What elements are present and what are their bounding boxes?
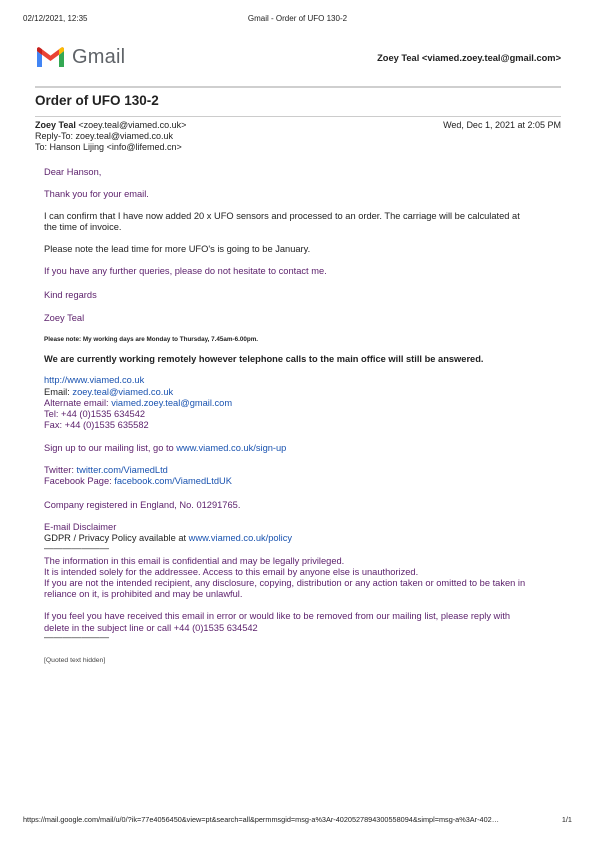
quoted-text-hidden[interactable]: [Quoted text hidden] — [44, 657, 106, 664]
to-label: To: — [35, 142, 48, 152]
print-title: Gmail - Order of UFO 130-2 — [247, 14, 348, 23]
subject-divider — [35, 116, 561, 117]
mailing-list-text: Sign up to our mailing list, go to — [44, 443, 177, 453]
mailing-list-row — [44, 443, 555, 455]
twitter-label: Twitter: — [44, 465, 77, 475]
email-label: Email: — [44, 387, 73, 397]
twitter-link[interactable]: twitter.com/ViamedLtd — [76, 465, 168, 475]
body-paragraph-3: If you have any further queries, please do not hesitate to contact me. — [44, 266, 327, 276]
disclaimer-separator-bottom: ——————— — [44, 632, 110, 642]
reply-to-address: zoey.teal@viamed.co.uk — [75, 131, 174, 141]
reply-to-row — [35, 131, 561, 142]
print-footer-url: https://mail.google.com/mail/u/0/?ik=77e4056450&view=pt&search=all&permmsgid=msg-a%3Ar-4020527894300558094&simpl=msg-a%3Ar-402… — [23, 815, 499, 824]
sender-name: Zoey Teal — [35, 120, 76, 130]
alt-email-label: Alternate email: — [44, 398, 112, 408]
message-from-row — [35, 120, 561, 131]
email-subject: Order of UFO 130-2 — [35, 93, 159, 108]
company-registration: Company registered in England, No. 01291765. — [44, 500, 241, 510]
disclaimer-line-1: The information in this email is confidential and may be legally privileged. — [44, 556, 345, 566]
disclaimer-line-4: reliance on it, is prohibited and may be unlawful. — [44, 589, 243, 599]
print-page-number: 1/1 — [561, 815, 572, 824]
gmail-logo[interactable] — [35, 44, 125, 70]
facebook-label: Facebook Page: — [44, 476, 115, 486]
working-days-note: Please note: My working days are Monday to Thursday, 7.45am-6.00pm. — [44, 336, 259, 343]
email-link[interactable]: zoey.teal@viamed.co.uk — [72, 387, 174, 397]
gdpr-policy-link[interactable]: www.viamed.co.uk/policy — [188, 533, 293, 543]
header-divider — [35, 86, 561, 88]
disclaimer-line-5: If you feel you have received this email in error or would like to be removed from our mailing list, please reply with — [44, 611, 511, 621]
mailing-list-link[interactable]: www.viamed.co.uk/sign-up — [176, 443, 287, 453]
website-row — [44, 375, 555, 387]
signature-name: Zoey Teal — [44, 313, 85, 323]
to-row — [35, 142, 561, 153]
closing: Kind regards — [44, 290, 97, 300]
to-address: Hanson Lijing <info@lifemed.cn> — [49, 142, 182, 152]
body-paragraph-1-line-1: I can confirm that I have now added 20 x UFO sensors and processed to an order. The carriage will be calculated at — [44, 211, 520, 221]
fax: Fax: +44 (0)1535 635582 — [44, 420, 149, 430]
email-row — [44, 387, 555, 399]
message-date: Wed, Dec 1, 2021 at 2:05 PM — [443, 120, 561, 130]
print-header — [23, 14, 572, 26]
disclaimer-line-6: delete in the subject line or call +44 (0)1535 634542 — [44, 623, 258, 633]
gmail-logo-icon — [35, 46, 66, 69]
website-link[interactable]: http://www.viamed.co.uk — [44, 375, 145, 385]
disclaimer-separator: ——————— — [44, 543, 110, 553]
facebook-row — [44, 476, 555, 488]
twitter-row — [44, 465, 555, 477]
greeting: Dear Hanson, — [44, 167, 102, 177]
body-paragraph-1-line-2: the time of invoice. — [44, 222, 122, 232]
gmail-wordmark: Gmail — [72, 45, 126, 68]
disclaimer-title: E-mail Disclaimer — [44, 522, 117, 532]
gdpr-text: GDPR / Privacy Policy available at — [44, 533, 189, 543]
alt-email-row — [44, 398, 555, 410]
alt-email-link[interactable]: viamed.zoey.teal@gmail.com — [111, 398, 233, 408]
thanks-line: Thank you for your email. — [44, 189, 149, 199]
print-footer — [23, 815, 572, 825]
remote-working-notice: We are currently working remotely however telephone calls to the main office will still be answered. — [44, 354, 484, 364]
account-identity: Zoey Teal <viamed.zoey.teal@gmail.com> — [377, 53, 561, 63]
body-paragraph-2: Please note the lead time for more UFO's is going to be January. — [44, 244, 311, 254]
print-datetime: 02/12/2021, 12:35 — [23, 14, 88, 23]
sender-email: <zoey.teal@viamed.co.uk> — [78, 120, 187, 130]
facebook-link[interactable]: facebook.com/ViamedLtdUK — [114, 476, 232, 486]
disclaimer-line-3: If you are not the intended recipient, any disclosure, copying, distribution or any action taken or omitted to be taken in — [44, 578, 526, 588]
telephone: Tel: +44 (0)1535 634542 — [44, 409, 146, 419]
reply-to-label: Reply-To: — [35, 131, 74, 141]
disclaimer-line-2: It is intended solely for the addressee. Access to this email by anyone else is unauthorized. — [44, 567, 419, 577]
